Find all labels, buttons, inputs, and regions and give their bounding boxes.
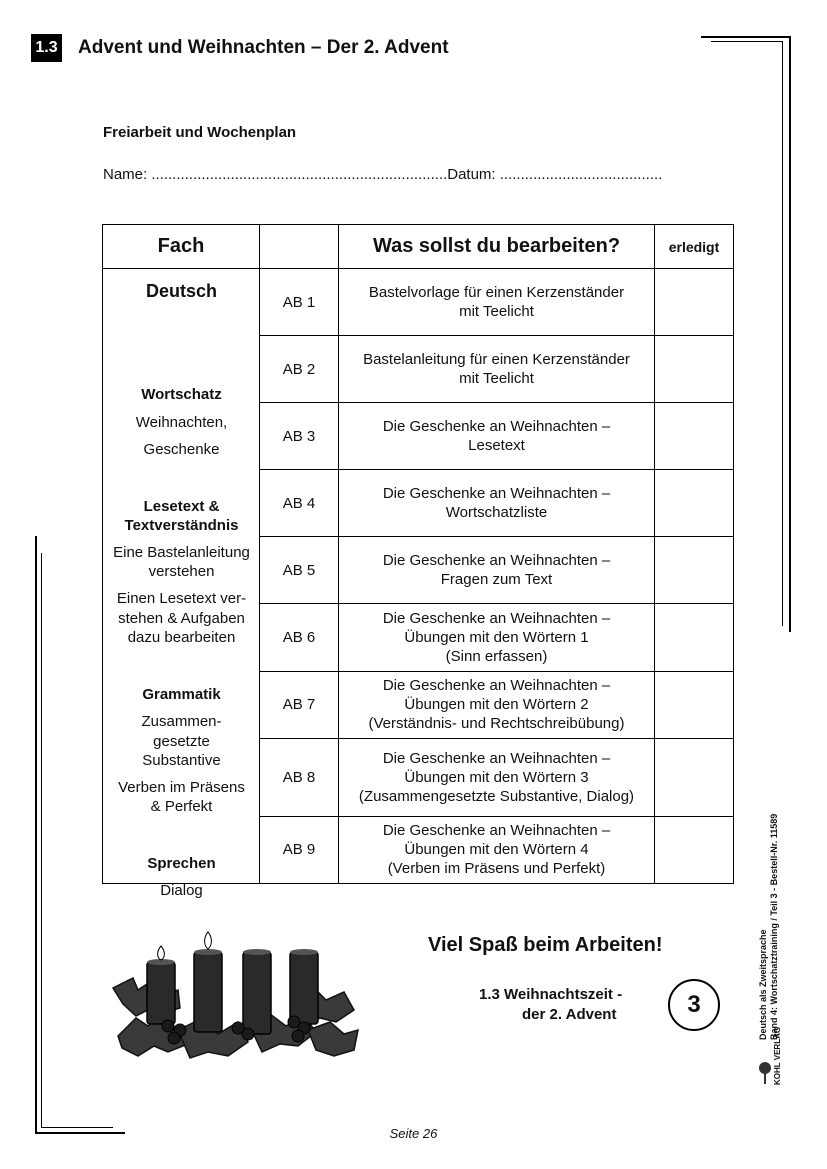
fach-text: Verben im Präsens [118, 779, 245, 796]
ab-cell: AB 3 [260, 403, 339, 470]
erledigt-checkbox-cell[interactable] [655, 336, 734, 403]
fach-text: Zusammen- [141, 713, 222, 730]
task-line: (Sinn erfassen) [445, 648, 548, 666]
table-header-row [103, 225, 734, 269]
ab-cell: AB 5 [260, 537, 339, 604]
erledigt-checkbox-cell[interactable] [655, 671, 734, 738]
fach-text: dazu bearbeiten [127, 629, 236, 646]
task-line: Fragen zum Text [440, 571, 553, 589]
erledigt-checkbox-cell[interactable] [655, 269, 734, 336]
table-row [103, 269, 734, 336]
ab-cell: AB 6 [260, 604, 339, 671]
task-cell [339, 336, 655, 403]
fach-text: stehen & Aufgaben [118, 610, 245, 627]
fach-text: Geschenke [143, 441, 220, 458]
fach-wortschatz: Wortschatz [141, 386, 222, 403]
task-line: Die Geschenke an Weihnachten – [382, 822, 611, 840]
task-line: Übungen mit den Wörtern 1 [404, 629, 589, 647]
section-ref-line1: 1.3 Weihnachtszeit - [479, 986, 623, 1003]
fach-text: & Perfekt [150, 798, 213, 815]
page-title: Advent und Weihnachten – Der 2. Advent [78, 37, 449, 58]
erledigt-checkbox-cell[interactable] [655, 816, 734, 883]
fach-cell [103, 269, 260, 899]
task-cell [339, 269, 655, 336]
task-line: Die Geschenke an Weihnachten – [382, 418, 611, 436]
task-cell [339, 671, 655, 738]
task-line: (Verben im Präsens und Perfekt) [387, 860, 606, 878]
fach-text: verstehen [148, 563, 215, 580]
task-cell [339, 816, 655, 883]
task-line: (Verständnis- und Rechtschreibübung) [368, 715, 625, 733]
ab-cell: AB 1 [260, 269, 339, 336]
fach-textverstaendnis: Textverständnis [124, 517, 239, 534]
fach-text: Weihnachten, [135, 414, 228, 431]
task-line: Die Geschenke an Weihnachten – [382, 749, 611, 767]
erledigt-checkbox-cell[interactable] [655, 403, 734, 470]
task-line: Lesetext [468, 437, 525, 455]
vertical-publication-info [758, 740, 780, 1040]
header-ab [260, 225, 339, 269]
fach-lesetext: Lesetext & [143, 498, 220, 515]
worksheet-number-circle: 3 [668, 979, 720, 1031]
task-line: mit Teelicht [459, 303, 534, 321]
frame-line-right [789, 36, 791, 632]
task-cell [339, 537, 655, 604]
fach-grammatik: Grammatik [142, 686, 221, 703]
task-line: Die Geschenke an Weihnachten – [382, 485, 611, 503]
fach-text: Einen Lesetext ver- [116, 590, 247, 607]
weekly-plan-table [102, 224, 734, 899]
name-date-line: Name: .......................................................................Datum: ....................................... [103, 166, 663, 183]
frame-line-right-inner [782, 41, 783, 626]
subheading: Freiarbeit und Wochenplan [103, 124, 297, 141]
task-line: Wortschatzliste [445, 504, 548, 522]
fach-text: gesetzte [153, 733, 210, 750]
header-erledigt: erledigt [655, 225, 734, 269]
task-line: Die Geschenke an Weihnachten – [382, 552, 611, 570]
section-ref-line2: der 2. Advent [522, 1006, 617, 1023]
task-line: Übungen mit den Wörtern 4 [404, 841, 589, 859]
frame-line-left-inner [41, 553, 42, 1128]
ab-cell: AB 9 [260, 816, 339, 883]
vertical-line-2: Band 4: Wortschatztraining / Teil 3 - Bestell-Nr. 11589 [769, 813, 779, 1040]
fach-text: Eine Bastelanleitung [113, 544, 250, 561]
task-line: (Zusammengesetzte Substantive, Dialog) [358, 787, 635, 805]
frame-line-top-right-inner [711, 41, 783, 42]
task-line: Bastelanleitung für einen Kerzenständer [363, 351, 630, 369]
task-cell [339, 604, 655, 671]
frame-line-top-right [701, 36, 791, 38]
task-line: Bastelvorlage für einen Kerzenständer [368, 284, 625, 302]
erledigt-checkbox-cell[interactable] [655, 537, 734, 604]
advent-wreath-icon [108, 918, 360, 1066]
frame-line-left [35, 536, 37, 1134]
page-number: Seite 26 [389, 1126, 438, 1141]
task-line: Die Geschenke an Weihnachten – [382, 610, 611, 628]
section-badge: 1.3 [31, 34, 62, 62]
ab-cell: AB 2 [260, 336, 339, 403]
fach-text: Substantive [142, 752, 221, 769]
task-line: mit Teelicht [459, 370, 534, 388]
ab-cell: AB 8 [260, 738, 339, 816]
vertical-line-1: Deutsch als Zweitsprache [758, 929, 768, 1040]
erledigt-checkbox-cell[interactable] [655, 470, 734, 537]
task-line: Die Geschenke an Weihnachten – [382, 677, 611, 695]
task-cell [339, 738, 655, 816]
task-line: Übungen mit den Wörtern 3 [404, 768, 589, 786]
viel-spass-text: Viel Spaß beim Arbeiten! [428, 934, 663, 956]
erledigt-checkbox-cell[interactable] [655, 738, 734, 816]
task-line: Übungen mit den Wörtern 2 [404, 696, 589, 714]
fach-text: Dialog [160, 882, 203, 899]
task-cell [339, 403, 655, 470]
ab-cell: AB 7 [260, 671, 339, 738]
fach-deutsch: Deutsch [145, 281, 217, 301]
header-was: Was sollst du bearbeiten? [339, 225, 655, 269]
ab-cell: AB 4 [260, 470, 339, 537]
task-cell [339, 470, 655, 537]
header-fach: Fach [103, 225, 260, 269]
erledigt-checkbox-cell[interactable] [655, 604, 734, 671]
fach-sprechen: Sprechen [147, 855, 216, 872]
tree-logo-icon [758, 1060, 772, 1086]
publisher-logo-text: KOHL VERLAG [773, 1026, 782, 1085]
